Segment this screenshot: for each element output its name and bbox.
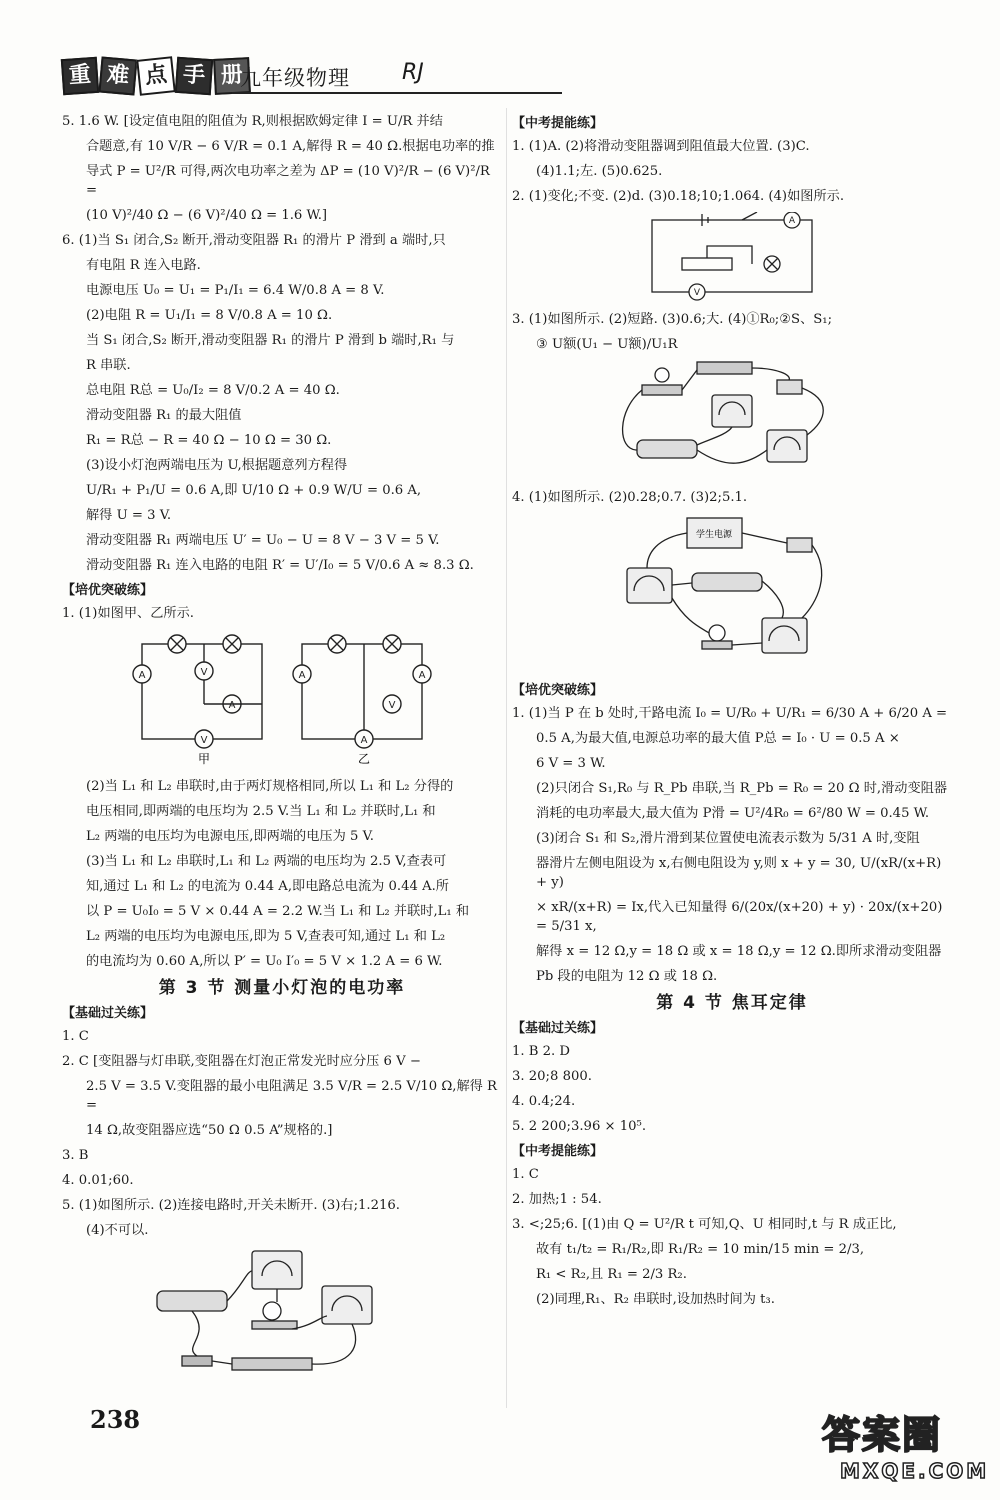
lab-apparatus-illustration-q4 xyxy=(617,513,847,673)
section-tag: 【基础过关练】 xyxy=(512,1021,604,1036)
answer-line: 1. (1)当 P 在 b 处时,干路电流 I₀ = U/R₀ + U/R₁ = 6/30 A + 6/20 A = xyxy=(512,706,948,721)
answer-line: × xR/(x+R) = Ix,代入已知量得 6/(20x/(x+20) + y) · 20x/(x+20) = 5/31 x, xyxy=(536,900,943,934)
brand-char: 点 xyxy=(136,56,176,96)
section-tag: 【基础过关练】 xyxy=(62,1006,154,1021)
answer-line: 4. (1)如图所示. (2)0.28;0.7. (3)2;5.1. xyxy=(512,490,748,505)
answer-line: 器滑片左侧电阻设为 x,右侧电阻设为 y,则 x + y = 30, U/(xR/(x+R) + y) xyxy=(536,856,942,890)
section-title: 第 3 节 测量小灯泡的电功率 xyxy=(158,978,406,998)
answer-line: (10 V)²/40 Ω − (6 V)²/40 Ω = 1.6 W.] xyxy=(86,208,328,223)
right-column xyxy=(512,108,952,1315)
svg-text:V: V xyxy=(200,735,208,746)
answer-line: L₂ 两端的电压均为电源电压,即为 5 V,查表可知,通过 L₁ 和 L₂ xyxy=(86,929,446,944)
svg-text:A: A xyxy=(228,700,236,711)
watermark-url: MXQE.COM xyxy=(840,1459,990,1483)
answer-line: 1. B 2. D xyxy=(512,1044,571,1059)
answer-line: (3)当 L₁ 和 L₂ 串联时,L₁ 和 L₂ 两端的电压均为 2.5 V,查表可 xyxy=(86,854,447,869)
answer-line: 1. (1)如图甲、乙所示. xyxy=(62,606,194,621)
answer-line: 5. 1.6 W. [设定值电阻的阻值为 R,则根据欧姆定律 I = U/R 并结 xyxy=(62,114,443,129)
answer-line: 6 V = 3 W. xyxy=(536,756,606,771)
section-title: 第 4 节 焦耳定律 xyxy=(656,993,808,1013)
answer-line: (3)闭合 S₁ 和 S₂,滑片滑到某位置使电流表示数为 5/31 A 时,变阻 xyxy=(536,831,920,846)
svg-text:A: A xyxy=(788,216,796,226)
brand-char: 重 xyxy=(61,57,99,95)
answer-line: (4)不可以. xyxy=(86,1223,149,1238)
answer-line: R₁ < R₂,且 R₁ = 2/3 R₂. xyxy=(536,1267,687,1282)
page-number: 238 xyxy=(90,1405,141,1434)
answer-line: (2)电阻 R = U₁/I₁ = 8 V/0.8 A = 10 Ω. xyxy=(86,308,333,323)
lab-apparatus-illustration xyxy=(152,1246,412,1376)
answer-line: 电源电压 U₀ = U₁ = P₁/I₁ = 6.4 W/0.8 A = 8 V. xyxy=(86,283,385,298)
figure-label-jia: 甲 xyxy=(197,752,211,766)
answer-line: 5. (1)如图所示. (2)连接电路时,开关未断开. (3)右;1.216. xyxy=(62,1198,400,1213)
watermark-logo xyxy=(822,1404,990,1490)
subject-title: 九年级物理 xyxy=(240,66,350,90)
answer-line: 知,通过 L₁ 和 L₂ 的电流为 0.44 A,即电路总电流为 0.44 A.所 xyxy=(86,879,449,894)
answer-line: 滑动变阻器 R₁ 的最大阻值 xyxy=(86,408,242,423)
answer-line: 14 Ω,故变阻器应选“50 Ω 0.5 A”规格的.] xyxy=(86,1123,333,1138)
section-tag: 【中考提能练】 xyxy=(512,116,604,131)
answer-line: 滑动变阻器 R₁ 两端电压 U′ = U₀ − U = 8 V − 3 V = 5 V. xyxy=(86,533,440,548)
svg-text:V: V xyxy=(200,667,208,678)
book-brand-logo xyxy=(62,58,252,94)
brand-char: 难 xyxy=(98,56,137,95)
answer-line: 总电阻 R总 = U₀/I₂ = 8 V/0.2 A = 40 Ω. xyxy=(86,383,340,398)
lab-apparatus-illustration-q3 xyxy=(617,360,847,480)
answer-line: L₂ 两端的电压均为电源电压,即两端的电压为 5 V. xyxy=(86,829,374,844)
answer-line: 消耗的电功率最大,最大值为 P滑 = U²/4R₀ = 6²/80 W = 0.45 W. xyxy=(536,806,930,821)
svg-text:V: V xyxy=(693,288,701,298)
answer-line: 导式 P = U²/R 可得,两次电功率之差为 ΔP = (10 V)²/R − (6 V)²/R = xyxy=(86,164,490,198)
circuit-diagrams-jia-yi xyxy=(132,629,432,769)
answer-line: 4. 0.4;24. xyxy=(512,1094,576,1109)
answer-line: 1. C xyxy=(62,1029,89,1044)
answer-line: 5. 2 200;3.96 × 10⁵. xyxy=(512,1119,647,1134)
answer-line: 1. (1)A. (2)将滑动变阻器调到阻值最大位置. (3)C. xyxy=(512,139,810,154)
section-tag: 【培优突破练】 xyxy=(62,583,154,598)
svg-text:V: V xyxy=(388,700,396,711)
answer-line: 3. B xyxy=(62,1148,89,1163)
answer-line: 2.5 V = 3.5 V.变阻器的最小电阻满足 3.5 V/R = 2.5 V/10 Ω,解得 R = xyxy=(86,1079,497,1113)
figure-label-yi: 乙 xyxy=(357,752,371,766)
header-rule xyxy=(232,92,562,94)
answer-line: ③ U额(U₁ − U额)/U₁R xyxy=(536,337,678,352)
answer-line: (4)1.1;左. (5)0.625. xyxy=(536,164,663,179)
section-tag: 【中考提能练】 xyxy=(512,1144,604,1159)
power-supply-label: 学生电源 xyxy=(695,530,733,540)
section-tag: 【培优突破练】 xyxy=(512,683,604,698)
answer-line: 1. C xyxy=(512,1167,539,1182)
answer-line: 以 P = U₀I₀ = 5 V × 0.44 A = 2.2 W.当 L₁ 和 L₂ 并联时,L₁ 和 xyxy=(86,904,470,919)
answer-line: (2)只闭合 S₁,R₀ 与 R_Pb 串联,当 R_Pb = R₀ = 20 Ω 时,滑动变阻器 xyxy=(536,781,948,796)
brand-char: 册 xyxy=(213,57,251,95)
svg-text:A: A xyxy=(138,670,146,681)
answer-line: (2)当 L₁ 和 L₂ 串联时,由于两灯规格相同,所以 L₁ 和 L₂ 分得的 xyxy=(86,779,454,794)
brand-char: 手 xyxy=(175,57,213,95)
answer-line: R₁ = R总 − R = 40 Ω − 10 Ω = 30 Ω. xyxy=(86,433,332,448)
answer-line: 滑动变阻器 R₁ 连入电路的电阻 R′ = U′/I₀ = 5 V/0.6 A ≈ 8.3 Ω. xyxy=(86,558,474,573)
answer-line: R 串联. xyxy=(86,358,131,373)
answer-line: 合题意,有 10 V/R − 6 V/R = 0.1 A,解得 R = 40 Ω.根据电功率的推 xyxy=(86,139,495,154)
answer-line: 故有 t₁/t₂ = R₁/R₂,即 R₁/R₂ = 10 min/15 min = 2/3, xyxy=(536,1242,865,1257)
svg-text:A: A xyxy=(298,670,306,681)
answer-line: 电压相同,即两端的电压均为 2.5 V.当 L₁ 和 L₂ 并联时,L₁ 和 xyxy=(86,804,436,819)
answer-line: Pb 段的电阻为 12 Ω 或 18 Ω. xyxy=(536,969,718,984)
answer-line: 3. (1)如图所示. (2)短路. (3)0.6;大. (4)①R₀;②S、S₁; xyxy=(512,312,833,327)
answer-line: 有电阻 R 连入电路. xyxy=(86,258,201,273)
answer-line: U/R₁ + P₁/U = 0.6 A,即 U/10 Ω + 0.9 W/U = 0.6 A, xyxy=(86,483,422,498)
column-divider xyxy=(506,108,507,1408)
answer-line: (2)同理,R₁、R₂ 串联时,设加热时间为 t₃. xyxy=(536,1292,775,1307)
answer-line: 解得 U = 3 V. xyxy=(86,508,172,523)
svg-text:A: A xyxy=(418,670,426,681)
answer-line: 3. 20;8 800. xyxy=(512,1069,592,1084)
answer-line: 当 S₁ 闭合,S₂ 断开,滑动变阻器 R₁ 的滑片 P 滑到 b 端时,R₁ 与 xyxy=(86,333,455,348)
page-header xyxy=(62,58,942,100)
answer-line: 2. 加热;1 : 54. xyxy=(512,1192,602,1207)
answer-line: 解得 x = 12 Ω,y = 18 Ω 或 x = 18 Ω,y = 12 Ω.即所求滑动变阻器 xyxy=(536,944,942,959)
svg-text:A: A xyxy=(360,735,368,746)
circuit-diagram-q2 xyxy=(642,212,822,302)
answer-line: 2. (1)变化;不变. (2)d. (3)0.18;10;1.064. (4)如图所示. xyxy=(512,189,845,204)
answer-line: 3. <;25;6. [(1)由 Q = U²/R t 可知,Q、U 相同时,t 与 R 成正比, xyxy=(512,1217,897,1232)
watermark-text: 答案圈 xyxy=(822,1413,943,1457)
edition-label: RJ xyxy=(402,60,424,85)
answer-line: 的电流均为 0.60 A,所以 P′ = U₀ I′₀ = 5 V × 1.2 A = 6 W. xyxy=(86,954,443,969)
answer-line: 0.5 A,为最大值,电源总功率的最大值 P总 = I₀ · U = 0.5 A × xyxy=(536,731,900,746)
answer-line: 6. (1)当 S₁ 闭合,S₂ 断开,滑动变阻器 R₁ 的滑片 P 滑到 a 端时,只 xyxy=(62,233,446,248)
left-column xyxy=(62,112,502,1384)
answer-line: 2. C [变阻器与灯串联,变阻器在灯泡正常发光时应分压 6 V − xyxy=(62,1054,421,1069)
answer-line: 4. 0.01;60. xyxy=(62,1173,134,1188)
answer-line: (3)设小灯泡两端电压为 U,根据题意列方程得 xyxy=(86,458,348,473)
